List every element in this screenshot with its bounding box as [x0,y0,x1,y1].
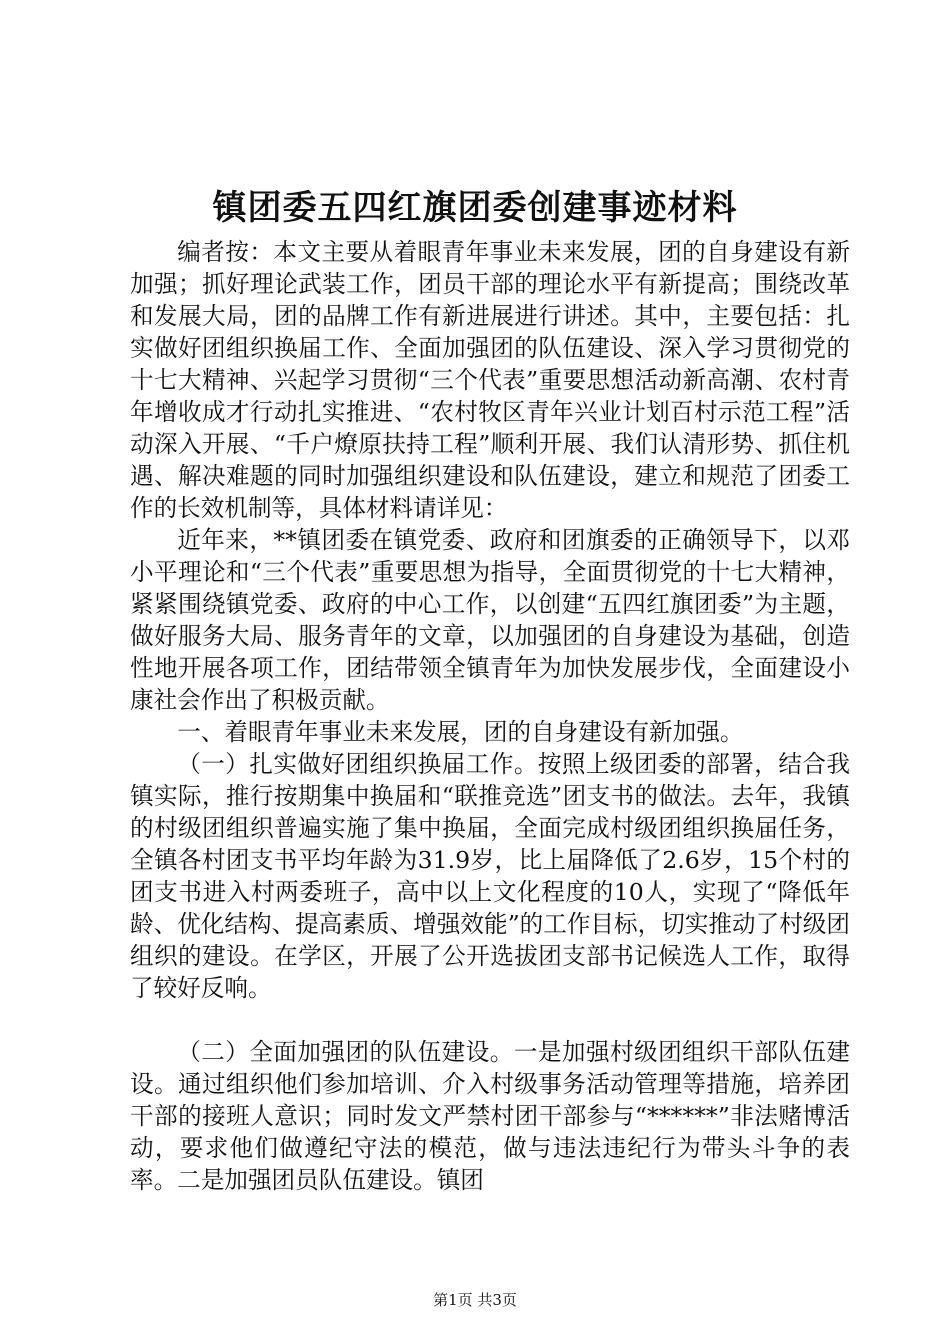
page-number: 第1页 共3页 [433,1291,517,1309]
editor-note-paragraph: 编者按：本文主要从着眼青年事业未来发展，团的自身建设有新加强；抓好理论武装工作，团员干部的理论水平有新提高；围绕改革和发展大局，团的品牌工作有新进展进行讲述。其中，主要包括：扎实做好团组织换届工作、全面加强团的队伍建设、深入学习贯彻党的十七大精神、兴起学习贯彻“三个代表”重要思想活动新高潮、农村青年增收成才行动扎实推进、“农村牧区青年兴业计划百村示范工程”活动深入开展、“千户燎原扶持工程”顺利开展、我们认清形势、抓住机遇、解决难题的同时加强组织建设和队伍建设，建立和规范了团委工作的长效机制等，具体材料请详见： [130,238,850,522]
subsection-paragraph: （一）扎实做好团组织换届工作。按照上级团委的部署，结合我镇实际，推行按期集中换届和“联推竞选”团支书的做法。去年，我镇的村级团组织普遍实施了集中换届，全面完成村级团组织换届任务，全镇各村团支书平均年龄为31.9岁，比上届降低了2.6岁，15个村的团支书进入村两委班子，高中以上文化程度的10人，实现了“降低年龄、优化结构、提高素质、增强效能”的工作目标，切实推动了村级团组织的建设。在学区，开展了公开选拔团支部书记候选人工作，取得了较好反响。 [130,750,850,1002]
document-title: 镇团委五四红旗团委创建事迹材料 [212,188,738,228]
section-heading: 一、着眼青年事业未来发展，团的自身建设有新加强。 [177,718,744,746]
subsection-paragraph: （二）全面加强团的队伍建设。一是加强村级团组织干部队伍建设。通过组织他们参加培训、介入村级事务活动管理等措施，培养团干部的接班人意识；同时发文严禁村团干部参与“******”非法赌博活动，要求他们做遵纪守法的模范，做与违法违纪行为带头斗争的表率。二是加强团员队伍建设。镇团 [130,1038,850,1194]
intro-paragraph: 近年来，**镇团委在镇党委、政府和团旗委的正确领导下，以邓小平理论和“三个代表”重要思想为指导，全面贯彻党的十七大精神，紧紧围绕镇党委、政府的中心工作，以创建“五四红旗团委”为主题，做好服务大局、服务青年的文章，以加强团的自身建设为基础，创造性地开展各项工作，团结带领全镇青年为加快发展步伐，全面建设小康社会作出了积极贡献。 [130,526,850,714]
document-body [130,236,850,1196]
